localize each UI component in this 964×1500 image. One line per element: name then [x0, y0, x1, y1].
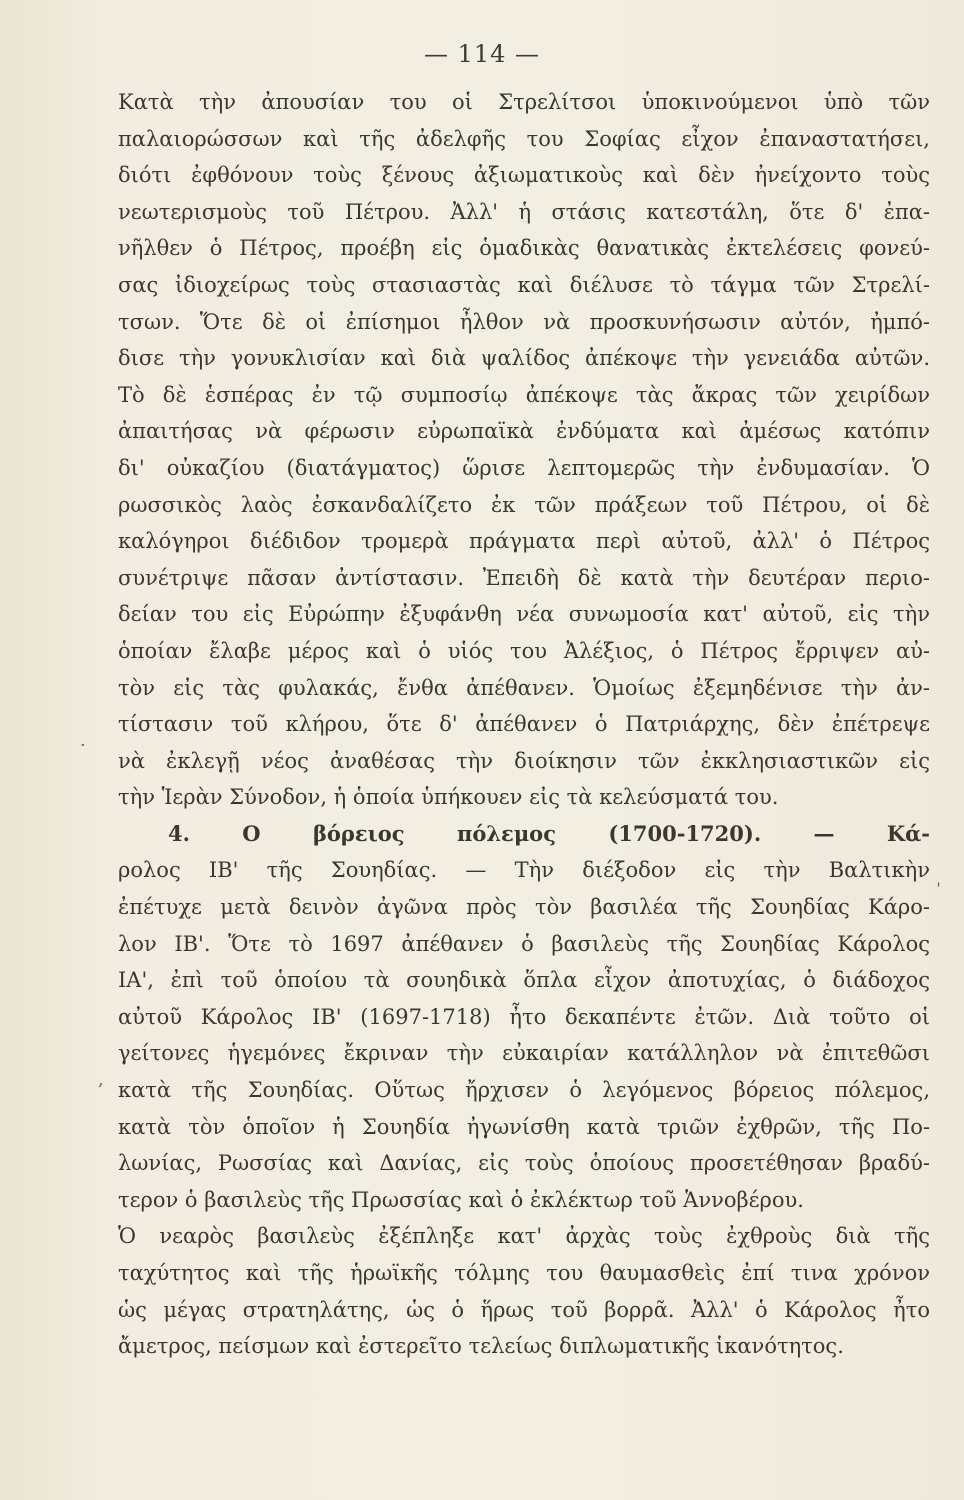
text-line: ΙΑ', ἐπὶ τοῦ ὁποίου τὰ σουηδικὰ ὅπλα εἶχον ἀποτυχίας, ὁ διάδοχος [118, 968, 930, 993]
text-line: καλόγηροι διέδιδον τρομερὰ πράγματα περὶ αὐτοῦ, ἀλλ' ὁ Πέτρος [118, 529, 930, 554]
text-line: ἄμετρος, πείσμων καὶ ἐστερεῖτο τελείως διπλωματικῆς ἱκανότητος. [118, 1334, 844, 1359]
text-line: Κατὰ τὴν ἀπουσίαν του οἱ Στρελίτσοι ὑποκινούμενοι ὑπὸ τῶν [118, 90, 930, 114]
text-line: λωνίας, Ρωσσίας καὶ Δανίας, εἰς τοὺς ὁποίους προσετέθησαν βραδύ- [118, 1151, 930, 1176]
text-line: παλαιορώσσων καὶ τῆς ἀδελφῆς του Σοφίας εἶχον ἐπαναστατήσει, [118, 126, 930, 151]
margin-dot-mark: · [80, 735, 86, 756]
text-line: ὡς μέγας στρατηλάτης, ὡς ὁ ἥρως τοῦ βορρᾶ. Ἀλλ' ὁ Κάρολος ἦτο [118, 1297, 930, 1322]
text-line: τίστασιν τοῦ κλήρου, ὅτε δ' ἀπέθανεν ὁ Πατριάρχης, δὲν ἐπέτρεψε [118, 712, 930, 737]
text-line: γείτονες ἡγεμόνες ἔκριναν τὴν εὐκαιρίαν κατάλληλον νὰ ἐπιτεθῶσι [118, 1041, 930, 1066]
text-line: σας ἰδιοχείρως τοὺς στασιαστὰς καὶ διέλυσε τὸ τάγμα τῶν Στρελί- [118, 272, 930, 297]
text-line: τερον ὁ βασιλεὺς τῆς Πρωσσίας καὶ ὁ ἐκλέκτωρ τοῦ Ἁννοβέρου. [118, 1187, 804, 1212]
section-heading: 4. Ο βόρειος πόλεμος (1700-1720). — Κά- [168, 820, 930, 846]
text-line: διότι ἐφθόνουν τοὺς ξένους ἀξιωματικοὺς καὶ δὲν ἠνείχοντο τοὺς [118, 163, 930, 188]
text-line: ἀπαιτήσας νὰ φέρωσιν εὐρωπαϊκὰ ἐνδύματα καὶ ἀμέσως κατόπιν [118, 419, 930, 444]
text-line: δι' οὐκαζίου (διατάγματος) ὥρισε λεπτομερῶς τὴν ἐνδυμασίαν. Ὁ [118, 455, 930, 480]
text-line: ἐπέτυχε μετὰ δεινὸν ἀγῶνα πρὸς τὸν βασιλέα τῆς Σουηδίας Κάρο- [118, 895, 930, 920]
margin-dot-mark-lower: , [98, 1069, 104, 1090]
text-line: κατὰ τῆς Σουηδίας. Οὕτως ἤρχισεν ὁ λεγόμενος βόρειος πόλεμος, [118, 1078, 930, 1103]
text-line: δείαν του εἰς Εὐρώπην ἐξυφάνθη νέα συνωμοσία κατ' αὐτοῦ, εἰς τὴν [118, 602, 930, 627]
text-line: ταχύτητος καὶ τῆς ἡρωϊκῆς τόλμης του θαυμασθεὶς ἐπί τινα χρόνον [118, 1261, 930, 1285]
text-line: τὴν Ἱερὰν Σύνοδον, ἡ ὁποία ὑπήκουεν εἰς τὰ κελεύσματά του. [118, 785, 779, 810]
text-line: νὰ ἐκλεγῇ νέος ἀναθέσας τὴν διοίκησιν τῶν ἐκκλησιαστικῶν εἰς [118, 748, 930, 773]
text-line: Ὁ νεαρὸς βασιλεὺς ἐξέπληξε κατ' ἀρχὰς τοὺς ἐχθροὺς διὰ τῆς [118, 1224, 930, 1249]
page-number: — 114 — [423, 40, 541, 68]
text-line: τσων. Ὅτε δὲ οἱ ἐπίσημοι ἦλθον νὰ προσκυνήσωσιν αὐτόν, ἠμπό- [118, 309, 930, 334]
text-line: δισε τὴν γονυκλισίαν καὶ διὰ ψαλίδος ἀπέκοψε τὴν γενειάδα αὐτῶν. [118, 346, 930, 371]
text-line: ὁποίαν ἔλαβε μέρος καὶ ὁ υἱός του Ἀλέξιος, ὁ Πέτρος ἔρριψεν αὐ- [118, 638, 930, 663]
text-line: ρωσσικὸς λαὸς ἐσκανδαλίζετο ἐκ τῶν πράξεων τοῦ Πέτρου, οἱ δὲ [118, 492, 930, 517]
text-line: τὸν εἰς τὰς φυλακάς, ἔνθα ἀπέθανεν. Ὁμοίως ἐξεμηδένισε τὴν ἀν- [118, 675, 930, 700]
text-line: αὐτοῦ Κάρολος ΙΒ' (1697-1718) ἦτο δεκαπέντε ἐτῶν. Διὰ τοῦτο οἱ [118, 1004, 930, 1029]
text-line: Τὸ δὲ ἑσπέρας ἐν τῷ συμποσίῳ ἀπέκοψε τὰς ἄκρας τῶν χειρίδων [118, 382, 930, 407]
text-line: κατὰ τὸν ὁποῖον ἡ Σουηδία ἠγωνίσθη κατὰ τριῶν ἐχθρῶν, τῆς Πο- [118, 1114, 930, 1139]
text-line: νῆλθεν ὁ Πέτρος, προέβη εἰς ὁμαδικὰς θανατικὰς ἐκτελέσεις φονεύ- [118, 236, 930, 261]
margin-tick-mark: ˈ [936, 880, 941, 901]
text-line: νεωτερισμοὺς τοῦ Πέτρου. Ἀλλ' ἡ στάσις κατεστάλη, ὅτε δ' ἐπα- [118, 199, 930, 224]
body-text [118, 84, 930, 1365]
text-line: συνέτριψε πᾶσαν ἀντίστασιν. Ἐπειδὴ δὲ κατὰ τὴν δευτέραν περιο- [118, 565, 930, 590]
text-line: λον ΙΒ'. Ὅτε τὸ 1697 ἀπέθανεν ὁ βασιλεὺς τῆς Σουηδίας Κάρολος [118, 931, 930, 956]
text-line: ρολος ΙΒ' τῆς Σουηδίας. — Τὴν διέξοδον εἰς τὴν Βαλτικὴν [118, 858, 930, 883]
